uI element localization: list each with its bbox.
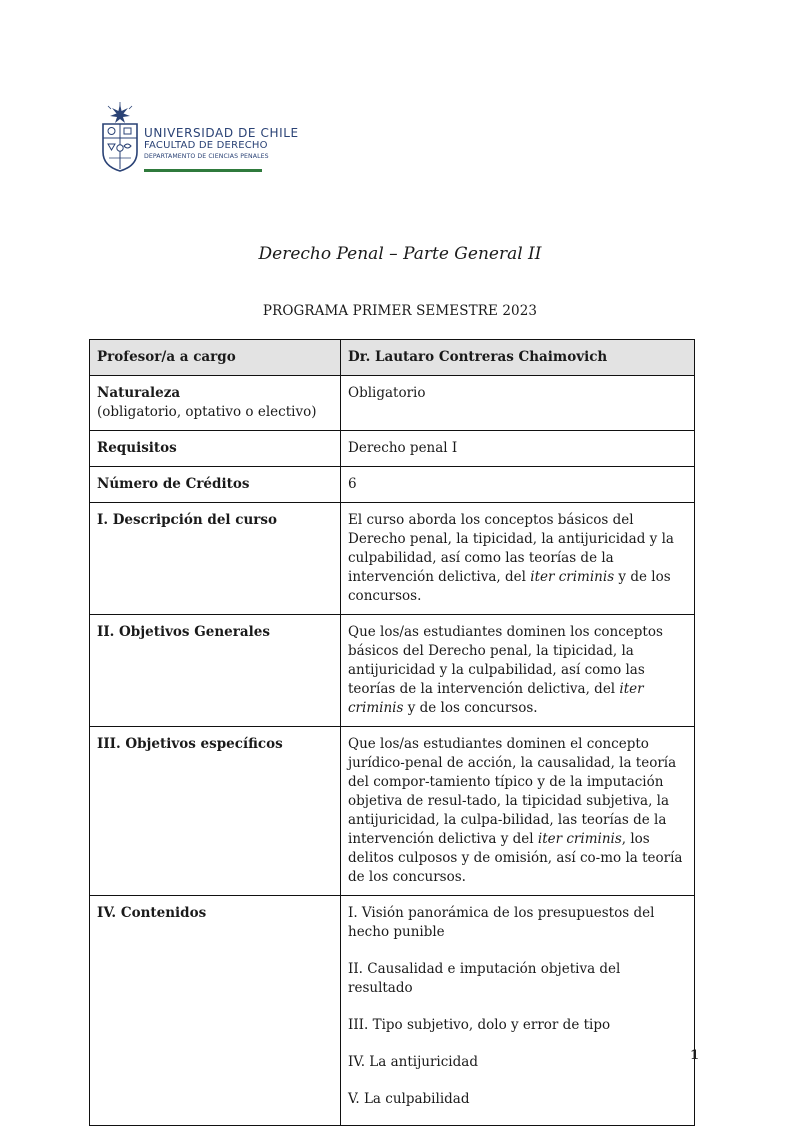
contenidos-value: [341, 896, 695, 1126]
descripcion-label: I. Descripción del curso: [90, 503, 341, 615]
contenidos-item-5: V. La culpabilidad: [348, 1091, 470, 1107]
contenidos-item-2: II. Causalidad e imputación objetiva del resultado: [348, 961, 621, 996]
objetivos-generales-text-before: Que los/as estudiantes dominen los conceptos básicos del Derecho penal, la tipicidad, la antijuricidad y la culpabilidad, así como las teorías de la intervención delictiva, del: [348, 624, 663, 697]
program-subtitle: PROGRAMA PRIMER SEMESTRE 2023: [262, 303, 538, 319]
objetivos-especificos-text-after: , los delitos culposos y de omisión, así co-mo la teoría de los concursos.: [348, 831, 683, 885]
contenidos-label: IV. Contenidos: [90, 896, 341, 1126]
contenidos-item-4: IV. La antijuricidad: [348, 1054, 478, 1070]
university-crest-icon: [100, 102, 140, 172]
objetivos-generales-italic: iter criminis: [348, 681, 644, 716]
contenidos-item-3: III. Tipo subjetivo, dolo y error de tipo: [348, 1017, 611, 1033]
objetivos-especificos-text-before: Que los/as estudiantes dominen el concepto jurídico-penal de acción, la causalidad, la teoría del compor-tamiento típico y de la imputación objetiva de resul-tado, la tipicidad subjetiva, la antijuricidad, la culpa-bilidad, las teorías de la intervención delictiva y del: [348, 736, 677, 847]
table-row-naturaleza: [90, 376, 695, 431]
logo-green-rule: [144, 169, 262, 172]
table-row-creditos: [90, 467, 695, 503]
page-number: 1: [690, 1048, 700, 1063]
requisitos-label: Requisitos: [90, 431, 341, 467]
naturaleza-label: Naturaleza: [97, 385, 181, 401]
naturaleza-value: Obligatorio: [341, 376, 695, 431]
descripcion-text-after: y de los concursos.: [348, 569, 671, 604]
contenidos-item-1: I. Visión panorámica de los presupuestos del hecho punible: [348, 905, 655, 940]
descripcion-text-before: El curso aborda los conceptos básicos del Derecho penal, la tipicidad, la antijuricidad y la culpabilidad, así como las teorías de la intervención delictiva, del: [348, 512, 674, 585]
document-title: Derecho Penal – Parte General II: [258, 244, 542, 264]
objetivos-especificos-label: III. Objetivos específicos: [90, 727, 341, 896]
table-row-descripcion: [90, 503, 695, 615]
logo-text: [144, 126, 299, 161]
table-row-objetivos-generales: [90, 615, 695, 727]
logo-faculty-name: FACULTAD DE DERECHO: [144, 140, 268, 151]
objetivos-especificos-value: [341, 727, 695, 896]
table-row-profesor: [90, 340, 695, 376]
creditos-label: Número de Créditos: [90, 467, 341, 503]
table-row-contenidos: [90, 896, 695, 1126]
profesor-value: Dr. Lautaro Contreras Chaimovich: [341, 340, 695, 376]
naturaleza-label-cell: [90, 376, 341, 431]
table-row-requisitos: [90, 431, 695, 467]
profesor-label: Profesor/a a cargo: [90, 340, 341, 376]
requisitos-value: Derecho penal I: [341, 431, 695, 467]
descripcion-value: [341, 503, 695, 615]
objetivos-generales-value: [341, 615, 695, 727]
table-row-objetivos-especificos: [90, 727, 695, 896]
objetivos-generales-text-after: y de los concursos.: [403, 700, 538, 716]
descripcion-italic: iter criminis: [530, 569, 615, 585]
logo-department-name: DEPARTAMENTO DE CIENCIAS PENALES: [144, 153, 269, 160]
program-table: [89, 339, 695, 1126]
university-logo: [100, 102, 300, 174]
creditos-value: 6: [341, 467, 695, 503]
objetivos-generales-label: II. Objetivos Generales: [90, 615, 341, 727]
naturaleza-sublabel: (obligatorio, optativo o electivo): [97, 404, 317, 420]
logo-university-name: UNIVERSIDAD DE CHILE: [144, 126, 299, 140]
objetivos-especificos-italic: iter criminis: [537, 831, 622, 847]
